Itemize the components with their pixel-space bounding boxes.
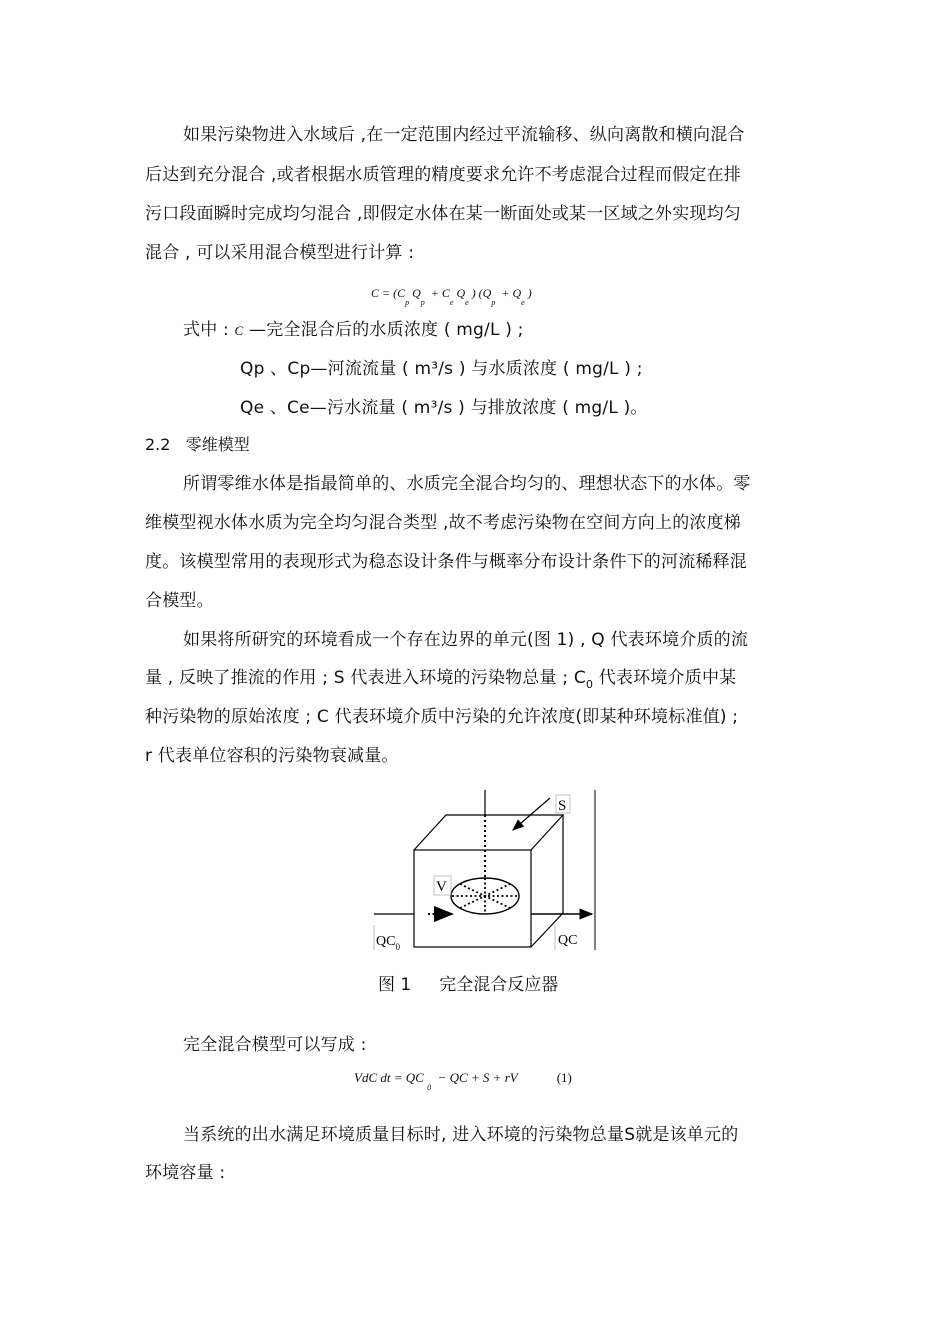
paragraph2-line1: 所谓零维水体是指最简单的、水质完全混合均匀的、理想状态下的水体。零 [183, 474, 751, 494]
paragraph3-line4: r 代表单位容积的污染物衰减量。 [145, 746, 399, 766]
qc0-label: $QC_0$ [376, 934, 400, 952]
paragraph3-line2: 量 , 反映了推流的作用 ; S 代表进入环境的污染物总量 ; $C_0$ 代表环境介质中某 [145, 668, 737, 691]
s-arrow [513, 798, 550, 830]
definition-qe: Qe 、Ce—污水流量 ( m³/s ) 与排放浓度 ( mg/L )。 [240, 398, 648, 418]
definition-qp: Qp 、Cp—河流流量 ( m³/s ) 与水质浓度 ( mg/L ) ; [240, 359, 643, 379]
paragraph5-line1: 当系统的出水满足环境质量目标时, 进入环境的污染物总量S就是该单元的 [183, 1125, 739, 1145]
definition-c: 式中 : C —完全混合后的水质浓度 ( mg/L ) ; [183, 320, 524, 340]
paragraph3-line3: 种污染物的原始浓度 ; C 代表环境介质中污染的允许浓度(即某种环境标准值) ; [145, 707, 739, 727]
paragraph1-line4: 混合 , 可以采用混合模型进行计算 : [145, 243, 415, 263]
paragraph2-line3: 度。该模型常用的表现形式为稳态设计条件与概率分布设计条件下的河流稀释混 [145, 552, 747, 572]
mixing-formula: $C = (C_p$ $Q_p + C_e$ $Q_e$ ) ($Q_p + Q_e$ ) [371, 286, 532, 307]
mass-balance-formula: VdC dt = QC $_0$ − QC + S + rV (1) [354, 1070, 572, 1092]
paragraph1-line3: 污口段面瞬时完成均匀混合 ,即假定水体在某一断面处或某一区域之外实现均匀 [145, 204, 742, 224]
paragraph3-line1: 如果将所研究的环境看成一个存在边界的单元(图 1) , Q 代表环境介质的流 [183, 630, 749, 650]
qc-label: QC [558, 933, 578, 948]
mixing-reactor-diagram [370, 785, 610, 955]
s-label: S [558, 798, 567, 814]
paragraph1-line1: 如果污染物进入水域后 ,在一定范围内经过平流输移、纵向离散和横向混合 [183, 125, 745, 145]
v-label: V [436, 879, 447, 895]
paragraph4-line1: 完全混合模型可以写成 : [183, 1035, 367, 1055]
paragraph5-line2: 环境容量 : [145, 1163, 226, 1183]
paragraph2-line2: 维模型视水体水质为完全均匀混合类型 ,故不考虑污染物在空间方向上的浓度梯 [145, 513, 742, 533]
paragraph2-line4: 合模型。 [145, 591, 214, 611]
section-heading: 2.2 零维模型 [145, 435, 250, 454]
paragraph1-line2: 后达到充分混合 ,或者根据水质管理的精度要求允许不考虑混合过程而假定在排 [145, 165, 742, 185]
figure-caption: 图 1 完全混合反应器 [378, 975, 559, 995]
